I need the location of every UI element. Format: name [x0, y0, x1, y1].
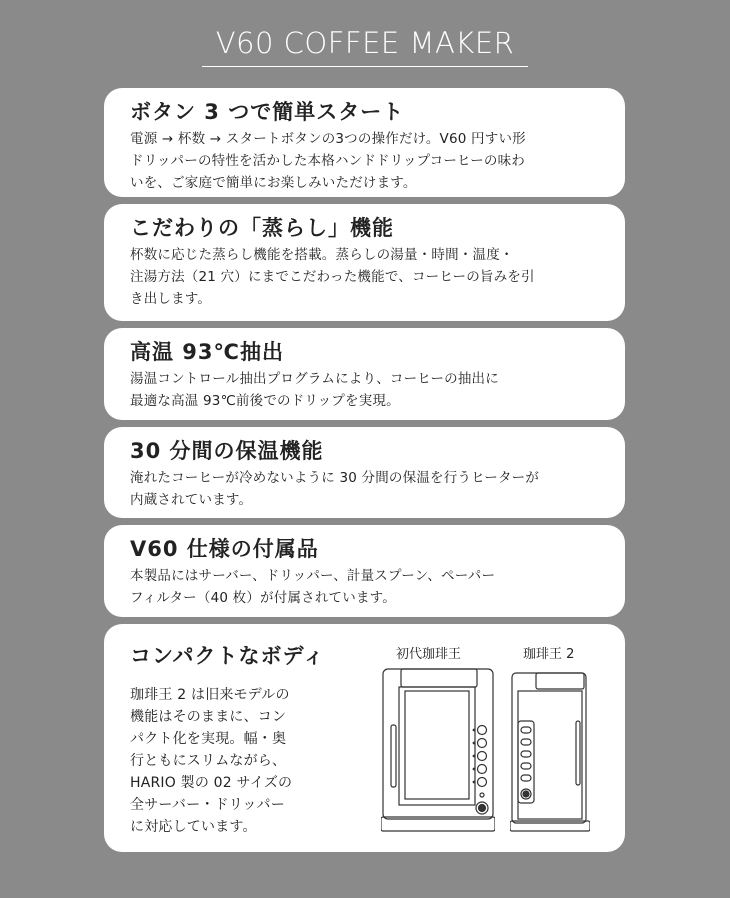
- feature-line: パクト化を実現。幅・奥: [130, 731, 287, 747]
- feature-body: [130, 684, 335, 838]
- feature-heading: 高温 93℃抽出: [130, 340, 284, 364]
- feature-body: [130, 244, 611, 310]
- feature-card-bloom: [104, 204, 625, 321]
- model-new-label: 珈琲王 2: [523, 647, 575, 662]
- coffee-maker-new-illustration: [510, 669, 590, 833]
- feature-body: [130, 565, 611, 609]
- feature-line: 淹れたコーヒーが冷めないように 30 分間の保温を行うヒーターが: [130, 470, 540, 486]
- feature-line: 最適な高温 93℃前後でのドリップを実現。: [130, 393, 400, 409]
- feature-line: 機能はそのままに、コン: [130, 709, 287, 725]
- coffee-maker-old-illustration: [381, 667, 495, 833]
- feature-line: 杯数に応じた蒸らし機能を搭載。蒸らしの湯量・時間・温度・: [130, 247, 514, 263]
- feature-card-accessories: [104, 525, 625, 617]
- feature-card-three-buttons: [104, 88, 625, 197]
- feature-body: [130, 467, 611, 511]
- feature-body: [130, 128, 611, 194]
- feature-line: 湯温コントロール抽出プログラムにより、コーヒーの抽出に: [130, 371, 499, 387]
- feature-line: HARIO 製の 02 サイズの: [130, 775, 293, 791]
- model-old-label: 初代珈琲王: [396, 647, 462, 662]
- feature-card-compact: [104, 624, 625, 852]
- feature-heading: ボタン 3 つで簡単スタート: [130, 100, 405, 124]
- feature-line: 行ともにスリムながら、: [130, 753, 287, 769]
- feature-line: フィルター（40 枚）が付属されています。: [130, 590, 396, 606]
- feature-line: 珈琲王 2 は旧来モデルの: [130, 687, 290, 703]
- feature-line: 本製品にはサーバー、ドリッパー、計量スプーン、ペーパー: [130, 568, 496, 584]
- feature-line: 注湯方法（21 穴）にまでこだわった機能で、コーヒーの旨みを引: [130, 269, 535, 285]
- page-title: V60 COFFEE MAKER: [215, 26, 515, 60]
- feature-line: 全サーバー・ドリッパー: [130, 797, 285, 813]
- feature-line: 電源 → 杯数 → スタートボタンの3つの操作だけ。V60 円すい形: [130, 131, 526, 147]
- feature-line: 内蔵されています。: [130, 492, 253, 508]
- feature-heading: こだわりの「蒸らし」機能: [130, 216, 394, 240]
- feature-line: に対応しています。: [130, 819, 257, 835]
- feature-heading: コンパクトなボディ: [130, 644, 325, 668]
- feature-line: いを、ご家庭で簡単にお楽しみいただけます。: [130, 175, 417, 191]
- feature-line: き出します。: [130, 291, 212, 307]
- feature-heading: 30 分間の保温機能: [130, 439, 324, 463]
- feature-body: [130, 368, 611, 412]
- feature-heading: V60 仕様の付属品: [130, 537, 319, 561]
- title-underline: [202, 66, 528, 67]
- feature-card-keep-warm: [104, 427, 625, 518]
- feature-card-high-temp: [104, 328, 625, 420]
- feature-line: ドリッパーの特性を活かした本格ハンドドリップコーヒーの味わ: [130, 153, 526, 169]
